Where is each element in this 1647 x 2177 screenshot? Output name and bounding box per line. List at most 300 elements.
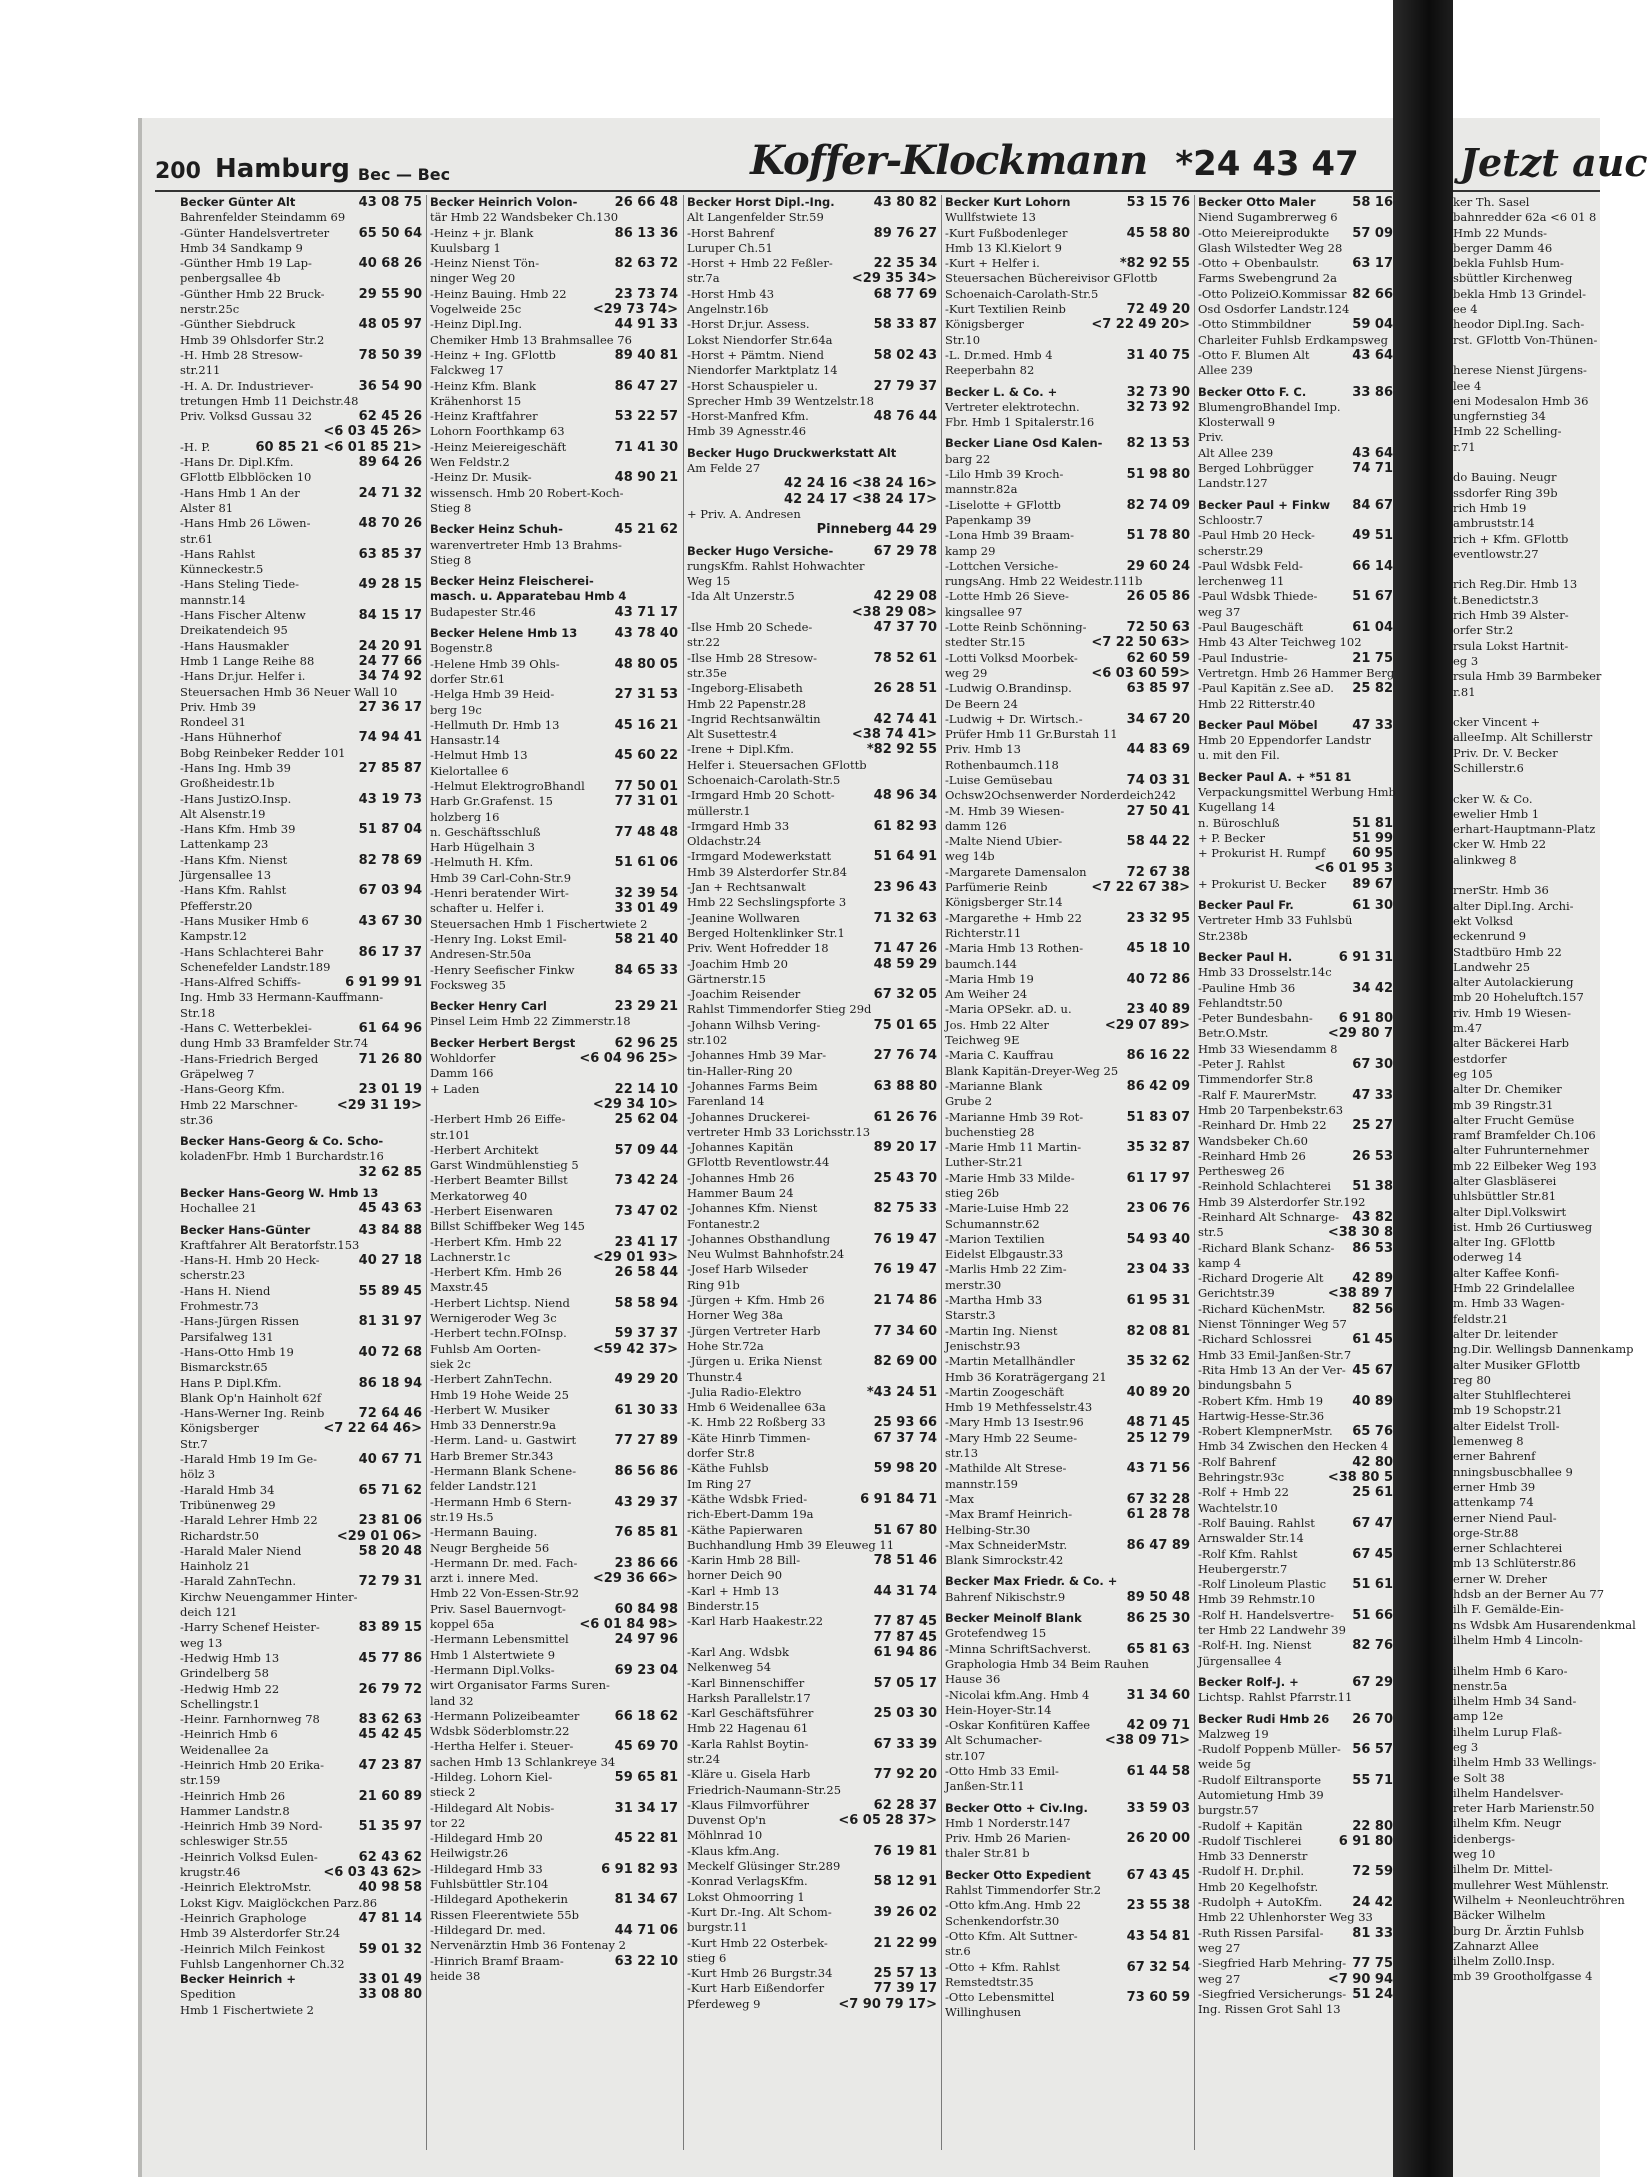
directory-entry — [687, 880, 937, 895]
entry-phone: <29 73 74> — [592, 302, 678, 318]
entry-name-address: Lokst Niendorfer Str.64a — [687, 332, 833, 347]
directory-entry — [1198, 800, 1393, 815]
entry-name-address: Harb Gr.Grafenst. 15 — [430, 794, 553, 809]
directory-entry — [180, 1498, 422, 1513]
directory-entry — [180, 960, 422, 975]
entry-phone: 76 19 47 — [873, 1231, 937, 1247]
entry-phone: 71 47 26 — [873, 941, 937, 957]
directory-entry — [430, 1449, 678, 1464]
entry-name-address: schafter u. Helfer i. — [430, 901, 545, 916]
directory-entry — [430, 1862, 678, 1877]
directory-entry — [687, 544, 937, 559]
directory-entry — [687, 1201, 937, 1216]
directory-entry — [1198, 1256, 1393, 1271]
entry-phone: 51 38 — [1352, 1179, 1393, 1195]
directory-entry — [1198, 770, 1393, 785]
entry-name-address: -Heinrich Milch Feinkost — [180, 1941, 325, 1956]
entry-name-address: -Heinz Bauing. Hmb 22 — [430, 286, 567, 301]
entry-name-address: -Otto Kfm. Alt Suttner- — [945, 1928, 1078, 1943]
entry-name-address: -Heinrich Volksd Eulen- — [180, 1849, 318, 1864]
entry-name-address: -Rolf H. Handelsvertre- — [1198, 1607, 1335, 1622]
entry-phone: 58 16 — [1352, 195, 1393, 210]
next-page-line: lemenweg 8 — [1453, 1434, 1524, 1449]
entry-phone: 47 33 — [1352, 1087, 1393, 1103]
entry-phone: 62 28 37 — [873, 1797, 937, 1813]
directory-entry — [945, 1574, 1190, 1589]
next-page-line: erner Hmb 39 — [1453, 1479, 1536, 1494]
entry-name-address: Wohldorfer — [430, 1051, 496, 1066]
entry-phone: <38 09 71> — [1104, 1733, 1190, 1749]
entry-phone: 89 40 81 — [614, 347, 678, 363]
entry-name-address: koppel 65a — [430, 1617, 495, 1632]
entry-name-address: rich-Ebert-Damm 19a — [687, 1507, 814, 1522]
entry-phone: 67 32 54 — [1126, 1959, 1190, 1975]
entry-name-address: -Helmuth H. Kfm. — [430, 855, 534, 870]
directory-entry — [1198, 1501, 1393, 1516]
directory-entry — [945, 926, 1190, 941]
entry-name-address: str.102 — [687, 1033, 728, 1048]
entry-name-address: -Richard Drogerie Alt — [1198, 1271, 1324, 1286]
directory-entry — [945, 1779, 1190, 1794]
directory-entry — [430, 1112, 678, 1127]
directory-entry — [430, 1816, 678, 1831]
entry-phone: 33 59 03 — [1126, 1800, 1190, 1816]
directory-entry — [945, 589, 1190, 604]
directory-entry — [430, 1189, 678, 1204]
directory-entry — [180, 1391, 422, 1406]
directory-entry — [180, 1942, 422, 1957]
entry-phone: <29 31 19> — [336, 1097, 422, 1113]
entry-name-address: masch. u. Apparatebau Hmb 4 — [430, 589, 627, 604]
entry-name-address: -Käthe Fuhlsb — [687, 1461, 769, 1476]
next-page-line — [1453, 700, 1600, 715]
directory-entry — [180, 1314, 422, 1329]
directory-entry — [1198, 1026, 1393, 1041]
entry-name-address: -Herbert W. Musiker — [430, 1402, 550, 1417]
next-page-line: alter Frucht Gemüse — [1453, 1112, 1575, 1127]
directory-entry — [1198, 1577, 1393, 1592]
directory-entry — [1198, 816, 1393, 831]
directory-entry — [687, 522, 937, 537]
directory-entry — [687, 1354, 937, 1369]
entry-phone: 82 78 69 — [358, 852, 422, 868]
directory-entry — [945, 651, 1190, 666]
directory-entry — [687, 1308, 937, 1323]
entry-name-address: Osd Osdorfer Landstr.124 — [1198, 302, 1350, 317]
directory-entry — [1198, 1623, 1393, 1638]
entry-name-address: felder Landstr.121 — [430, 1479, 538, 1494]
entry-name-address: -Hedwig Hmb 13 — [180, 1650, 280, 1665]
entry-name-address: -Rita Hmb 13 An der Ver- — [1198, 1362, 1346, 1377]
directory-entry — [430, 718, 678, 733]
entry-name-address: -Hildegard Alt Nobis- — [430, 1800, 555, 1815]
next-page-line: idenbergs- — [1453, 1831, 1516, 1846]
next-page-line — [1453, 455, 1600, 470]
directory-entry — [180, 1201, 422, 1216]
directory-entry — [180, 363, 422, 378]
entry-phone: 61 94 86 — [873, 1644, 937, 1660]
directory-entry — [687, 302, 937, 317]
directory-entry — [945, 559, 1190, 574]
entry-phone: 51 61 06 — [614, 855, 678, 871]
entry-name-address: -Joachim Hmb 20 — [687, 956, 788, 971]
entry-name-address: -Hans Hmb 26 Löwen- — [180, 516, 311, 531]
entry-phone: 47 37 70 — [873, 620, 937, 636]
entry-name-address: Pinsel Leim Hmb 22 Zimmerstr.18 — [430, 1014, 631, 1029]
entry-phone: 44 83 69 — [1126, 742, 1190, 758]
entry-phone: 61 30 — [1352, 898, 1393, 914]
directory-entry — [180, 1804, 422, 1819]
directory-entry — [1198, 1516, 1393, 1531]
directory-entry — [430, 486, 678, 501]
directory-entry — [687, 972, 937, 987]
directory-entry — [1198, 1654, 1393, 1669]
entry-phone: 45 42 45 — [358, 1727, 422, 1743]
next-page-line: Priv. Dr. V. Becker — [1453, 745, 1558, 760]
entry-phone: 35 32 87 — [1126, 1140, 1190, 1156]
entry-phone: 43 54 81 — [1126, 1928, 1190, 1944]
entry-name-address: -Herbert Hmb 26 Eiffe- — [430, 1112, 566, 1127]
directory-entry — [430, 1969, 678, 1984]
directory-column-1 — [180, 195, 422, 2155]
next-page-line: mb 22 Eilbeker Weg 193 — [1453, 1158, 1597, 1173]
entry-name-address: -Lotte Reinb Schönning- — [945, 620, 1087, 635]
entry-name-address: Grindelberg 58 — [180, 1666, 269, 1681]
entry-name-address: str.35e — [687, 665, 727, 680]
entry-name-address: Ing. Rissen Grot Sahl 13 — [1198, 2002, 1341, 2017]
entry-phone: 53 15 76 — [1126, 195, 1190, 210]
entry-phone: 49 28 15 — [358, 577, 422, 593]
entry-phone: 45 60 22 — [614, 748, 678, 764]
entry-name-address: Harb Hügelhain 3 — [430, 840, 535, 855]
next-page-line: rsula Hmb 39 Barmbeker — [1453, 669, 1602, 684]
entry-name-address: -Max — [945, 1491, 975, 1506]
next-page-line: bahnredder 62a <6 01 8 — [1453, 210, 1597, 225]
entry-name-address: Alt Schumacher- — [945, 1733, 1043, 1748]
directory-entry — [180, 317, 422, 332]
directory-entry — [945, 788, 1190, 803]
entry-name-address: Behringstr.93c — [1198, 1470, 1285, 1485]
header-rule — [155, 190, 1395, 192]
next-page-line — [1453, 1648, 1600, 1663]
directory-entry — [687, 758, 937, 773]
entry-name-address: -Johannes Kfm. Nienst — [687, 1201, 818, 1216]
entry-phone: 61 64 96 — [358, 1021, 422, 1037]
directory-entry — [430, 455, 678, 470]
directory-entry — [945, 1590, 1190, 1605]
entry-name-address: str.19 Hs.5 — [430, 1509, 494, 1524]
entry-name-address: Blank Kapitän-Dreyer-Weg 25 — [945, 1063, 1119, 1078]
directory-entry — [687, 742, 937, 757]
entry-name-address: Kielortallee 6 — [430, 763, 509, 778]
entry-name-address: Alt Alsenstr.19 — [180, 806, 266, 821]
directory-entry — [180, 1743, 422, 1758]
next-page-line: rnerStr. Hmb 36 — [1453, 883, 1549, 898]
entry-name-address: Parsifalweg 131 — [180, 1329, 274, 1344]
directory-entry — [1198, 302, 1393, 317]
entry-phone: 36 54 90 — [358, 378, 422, 394]
directory-entry — [945, 1400, 1190, 1415]
next-page-line: reter Harb Marienstr.50 — [1453, 1801, 1595, 1816]
entry-phone: 82 66 — [1352, 286, 1393, 302]
entry-phone: 43 84 88 — [358, 1222, 422, 1238]
directory-entry — [1198, 697, 1393, 712]
entry-name-address: -Horst Dr.jur. Assess. — [687, 317, 810, 332]
directory-entry — [945, 241, 1190, 256]
entry-phone: 26 70 — [1352, 1711, 1393, 1727]
directory-entry — [430, 1632, 678, 1647]
directory-entry — [687, 1186, 937, 1201]
directory-entry — [430, 1663, 678, 1678]
entry-phone: 6 91 84 71 — [860, 1491, 937, 1507]
entry-name-address: -Maria OPSekr. aD. u. — [945, 1002, 1072, 1017]
entry-name-address: Luruper Ch.51 — [687, 240, 773, 255]
directory-entry — [945, 1033, 1190, 1048]
directory-entry — [1198, 1225, 1393, 1240]
directory-entry — [687, 256, 937, 271]
entry-name-address: Hmb 36 Koraträgergang 21 — [945, 1369, 1107, 1384]
directory-entry — [180, 1850, 422, 1865]
directory-entry — [1198, 846, 1393, 861]
directory-entry — [430, 1510, 678, 1525]
entry-name-address: Priv. Sasel Bauernvogt- — [430, 1601, 566, 1616]
directory-entry — [687, 849, 937, 864]
directory-entry — [945, 333, 1190, 348]
directory-entry — [180, 1483, 422, 1498]
entry-name-address: -Jan + Rechtsanwalt — [687, 880, 806, 895]
next-page-line: orfer Str.2 — [1453, 623, 1514, 638]
entry-name-address: Becker Paul Fr. — [1198, 898, 1294, 913]
directory-entry — [430, 1892, 678, 1907]
directory-entry — [180, 1376, 422, 1391]
directory-entry — [180, 1880, 422, 1895]
directory-entry — [945, 849, 1190, 864]
entry-phone: 51 66 — [1352, 1607, 1393, 1623]
entry-name-address: siek 2c — [430, 1356, 471, 1371]
next-page-line — [1453, 562, 1600, 577]
entry-phone: 81 34 67 — [614, 1892, 678, 1908]
column-divider — [683, 195, 684, 2150]
directory-entry — [430, 1128, 678, 1143]
entry-phone: 33 01 49 — [614, 901, 678, 917]
entry-name-address: Hmb 20 Eppendorfer Landstr — [1198, 733, 1371, 748]
entry-name-address: Hmb 22 Von-Essen-Str.92 — [430, 1586, 580, 1601]
directory-entry — [430, 1280, 678, 1295]
entry-name-address: Hmb 33 Dennerstr — [1198, 1849, 1308, 1864]
directory-entry — [1198, 1057, 1393, 1072]
entry-name-address: -Hans Fischer Altenw — [180, 608, 306, 623]
entry-phone: 23 04 33 — [1126, 1262, 1190, 1278]
entry-phone: 27 85 87 — [358, 760, 422, 776]
entry-phone: 60 95 — [1352, 846, 1393, 862]
entry-phone: 49 51 — [1352, 528, 1393, 544]
column-divider — [426, 195, 427, 2150]
entry-name-address: Hmb 22 Uhlenhorster Weg 33 — [1198, 1910, 1373, 1925]
next-page-line: eg 105 — [1453, 1066, 1493, 1081]
directory-entry — [1198, 513, 1393, 528]
entry-name-address: Möhlnrad 10 — [687, 1828, 763, 1843]
next-page-line: feldstr.21 — [1453, 1311, 1509, 1326]
next-page-line: rich Reg.Dir. Hmb 13 — [1453, 577, 1578, 592]
entry-name-address: baumch.144 — [945, 956, 1017, 971]
directory-entry — [180, 1574, 422, 1589]
next-page-line: rich Hmb 19 — [1453, 500, 1527, 515]
entry-name-address: Landstr.127 — [1198, 476, 1268, 491]
directory-entry — [430, 1709, 678, 1724]
entry-phone: 21 75 — [1352, 650, 1393, 666]
directory-entry — [945, 1914, 1190, 1929]
entry-name-address: -M. Hmb 39 Wiesen- — [945, 803, 1065, 818]
next-page-line: mullehrer West Mühlenstr. — [1453, 1877, 1610, 1892]
directory-entry — [945, 1553, 1190, 1568]
directory-entry — [1198, 1118, 1393, 1133]
directory-entry — [687, 1660, 937, 1675]
directory-entry — [687, 1783, 937, 1798]
entry-name-address: -Ingrid Rechtsanwältin — [687, 711, 821, 726]
entry-name-address: n. Geschäftsschluß — [430, 824, 541, 839]
entry-name-address: -Reinhard Hmb 26 — [1198, 1148, 1306, 1163]
entry-name-address: Jenischstr.93 — [945, 1338, 1021, 1353]
directory-entry — [430, 1541, 678, 1556]
directory-entry — [687, 1538, 937, 1553]
entry-name-address: damm 126 — [945, 818, 1007, 833]
entry-phone: 6 91 99 91 — [345, 975, 422, 991]
next-page-line: alter Dr. Chemiker — [1453, 1082, 1562, 1097]
directory-entry — [430, 522, 678, 537]
entry-name-address: str.5 — [1198, 1225, 1224, 1240]
entry-phone: 63 17 — [1352, 256, 1393, 272]
entry-name-address: stieg 26b — [945, 1186, 1000, 1200]
directory-entry — [945, 987, 1190, 1002]
next-page-line: berger Damm 46 — [1453, 240, 1553, 255]
directory-entry — [945, 1155, 1190, 1170]
directory-entry — [687, 1630, 937, 1645]
directory-entry — [1198, 1332, 1393, 1347]
directory-entry — [687, 1140, 937, 1155]
next-page-line: ilhelm Hmb 4 Lincoln- — [1453, 1632, 1583, 1647]
entry-name-address: Lokst Ohmoorring 1 — [687, 1889, 805, 1904]
entry-name-address: dung Hmb 33 Bramfelder Str.74 — [180, 1036, 369, 1051]
entry-phone: 24 77 66 — [358, 653, 422, 669]
directory-entry — [687, 1798, 937, 1813]
directory-entry — [945, 895, 1190, 910]
next-page-line: ilhelm Hmb 6 Karo- — [1453, 1663, 1568, 1678]
page-edge — [138, 118, 142, 2177]
entry-phone: 23 81 06 — [358, 1513, 422, 1529]
entry-name-address: -Ludwig + Dr. Wirtsch.- — [945, 711, 1083, 726]
entry-phone: 67 03 94 — [358, 883, 422, 899]
directory-entry — [1198, 1910, 1393, 1925]
directory-entry — [687, 317, 937, 332]
entry-phone: 77 87 45 — [873, 1629, 937, 1645]
entry-name-address: Niend Sugambrerweg 6 — [1198, 210, 1338, 225]
entry-phone: 43 64 — [1352, 445, 1393, 461]
entry-phone: 84 67 — [1352, 497, 1393, 513]
entry-phone: 55 89 45 — [358, 1283, 422, 1299]
directory-entry — [430, 1433, 678, 1448]
entry-name-address: Hmb 13 Kl.Kielort 9 — [945, 240, 1062, 255]
directory-entry — [687, 574, 937, 589]
entry-name-address: Becker Horst Dipl.-Ing. — [687, 195, 835, 209]
entry-name-address: Thunstr.4 — [687, 1369, 743, 1384]
entry-name-address: Billst Schiffbeker Weg 145 — [430, 1219, 585, 1234]
directory-entry — [1198, 1210, 1393, 1225]
directory-entry — [687, 834, 937, 849]
directory-entry — [1198, 1880, 1393, 1895]
directory-entry — [945, 1688, 1190, 1703]
entry-name-address: -Hermann Polizeibeamter — [430, 1708, 580, 1723]
entry-name-address: -Hans Hmb 1 An der — [180, 485, 300, 500]
entry-phone: 25 43 70 — [873, 1170, 937, 1186]
next-page-line: ambruststr.14 — [1453, 516, 1535, 531]
entry-name-address: -Hans JustizO.Insp. — [180, 791, 292, 806]
entry-name-address: Rondeel 31 — [180, 715, 246, 730]
directory-entry — [180, 1544, 422, 1559]
directory-entry — [687, 333, 937, 348]
entry-name-address: Schenefelder Landstr.189 — [180, 959, 331, 974]
directory-entry — [687, 1676, 937, 1691]
entry-name-address: -Horst-Manfred Kfm. — [687, 409, 809, 424]
directory-entry — [1198, 1819, 1393, 1834]
entry-name-address: Jürgensallee 13 — [180, 868, 272, 883]
directory-entry — [1198, 430, 1393, 445]
entry-name-address: + P. Becker — [1198, 830, 1265, 845]
entry-name-address: -Jürgen Vertreter Harb — [687, 1323, 821, 1338]
entry-name-address: Focksweg 35 — [430, 977, 506, 992]
directory-entry — [945, 482, 1190, 497]
directory-entry — [1198, 1485, 1393, 1500]
directory-entry — [1198, 1011, 1393, 1026]
directory-entry — [1198, 861, 1393, 876]
entry-phone: 43 80 82 — [873, 195, 937, 210]
entry-name-address: Hmb 39 Alsterdorfer Str.192 — [1198, 1194, 1366, 1209]
directory-entry — [687, 651, 937, 666]
entry-name-address: Becker Hugo Druckwerkstatt Alt — [687, 445, 897, 460]
next-page-line: burg Dr. Ärztin Fuhlsb — [1453, 1923, 1585, 1938]
entry-name-address: burgstr.57 — [1198, 1803, 1259, 1818]
entry-phone: 51 24 — [1352, 1986, 1393, 2002]
directory-entry — [945, 1944, 1190, 1959]
entry-name-address: Helbing-Str.30 — [945, 1522, 1031, 1537]
directory-entry — [430, 999, 678, 1014]
directory-entry — [945, 1171, 1190, 1186]
entry-name-address: Königsberger — [180, 1421, 259, 1436]
directory-entry — [945, 1642, 1190, 1657]
directory-entry — [430, 1014, 678, 1029]
entry-phone: 32 73 90 — [1126, 384, 1190, 400]
entry-phone: 51 78 80 — [1126, 528, 1190, 544]
entry-name-address: Papenkamp 39 — [945, 512, 1032, 527]
next-page-line: alter Stuhlflechterei — [1453, 1388, 1571, 1403]
entry-name-address: -Marlis Hmb 22 Zim- — [945, 1262, 1067, 1277]
entry-phone: 44 31 74 — [873, 1583, 937, 1599]
entry-name-address: stedter Str.15 — [945, 635, 1026, 650]
entry-name-address: -Horst + Pämtm. Niend — [687, 347, 824, 362]
entry-name-address: Schumannstr.62 — [945, 1216, 1040, 1231]
entry-name-address: -Josef Harb Wilseder — [687, 1262, 808, 1277]
entry-phone: 57 09 — [1352, 225, 1393, 241]
next-page-line: mb 39 Grootholfgasse 4 — [1453, 1969, 1593, 1984]
next-page-line: alter Dipl.Volkswirt — [1453, 1204, 1567, 1219]
entry-name-address: Dreikatendeich 95 — [180, 623, 288, 638]
directory-entry — [430, 1097, 678, 1112]
entry-name-address: Duvenst Op'n — [687, 1813, 766, 1828]
entry-phone: 78 50 39 — [358, 347, 422, 363]
entry-name-address: Wernigeroder Weg 3c — [430, 1311, 557, 1326]
entry-phone: 45 43 63 — [358, 1201, 422, 1217]
entry-phone: 27 31 53 — [614, 687, 678, 703]
directory-entry — [945, 1523, 1190, 1538]
